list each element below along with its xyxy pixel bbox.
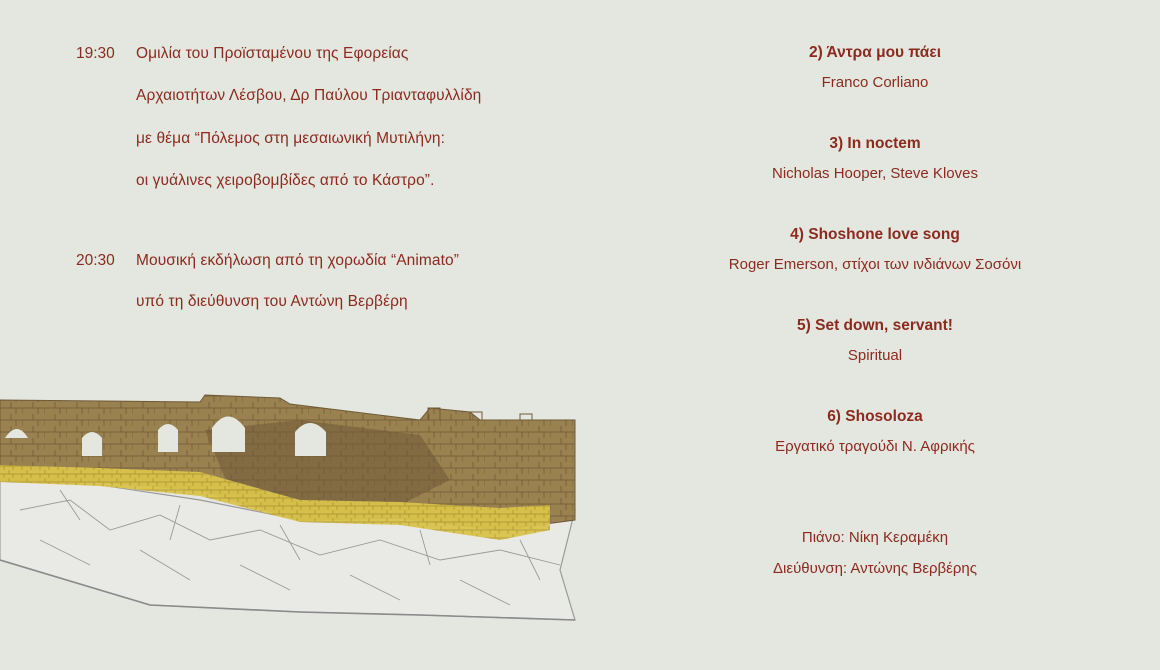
- song-title: 6) Shosoloza: [827, 408, 923, 425]
- talk-line-3: με θέμα “Πόλεμος στη μεσαιωνική Μυτιλήνη:: [136, 130, 446, 147]
- talk-line-2: Αρχαιοτήτων Λέσβου, Δρ Παύλου Τριανταφυλλίδη: [136, 87, 482, 104]
- song-title: 2) Άντρα μου πάει: [809, 44, 941, 61]
- castle-wall-drawing-icon: [0, 390, 580, 630]
- song-item-3: [640, 134, 1110, 184]
- song-author: Spiritual: [847, 347, 903, 364]
- song-author: Roger Emerson, στίχοι των ινδιάνων Σοσόνι: [728, 256, 1022, 273]
- direction-credit: Διεύθυνση: Αντώνης Βερβέρης: [773, 560, 977, 577]
- concert-line-1: Μουσική εκδήλωση από τη χορωδία “Animato”: [136, 252, 460, 269]
- song-item-2: [640, 43, 1110, 93]
- talk-line-4: οι γυάλινες χειροβομβίδες από το Κάστρο”.: [136, 172, 435, 189]
- song-author: Franco Corliano: [821, 74, 929, 91]
- song-item-4: [640, 225, 1110, 275]
- song-author: Εργατικό τραγούδι Ν. Αφρικής: [775, 438, 975, 455]
- event-time-2030: 20:30: [76, 252, 115, 269]
- piano-credit: Πιάνο: Νίκη Κεραμέκη: [801, 529, 949, 546]
- talk-line-1: Ομιλία του Προϊσταμένου της Εφορείας: [136, 45, 409, 62]
- event-program: [0, 0, 600, 340]
- event-time-1930: 19:30: [76, 45, 115, 62]
- song-list: [640, 0, 1110, 670]
- song-title: 5) Set down, servant!: [797, 317, 953, 334]
- concert-line-2: υπό τη διεύθυνση του Αντώνη Βερβέρη: [136, 293, 408, 310]
- song-item-6: [640, 407, 1110, 457]
- song-author: Nicholas Hooper, Steve Kloves: [772, 165, 978, 182]
- song-item-5: [640, 316, 1110, 366]
- song-title: 4) Shoshone love song: [790, 226, 960, 243]
- song-title: 3) In noctem: [829, 135, 921, 152]
